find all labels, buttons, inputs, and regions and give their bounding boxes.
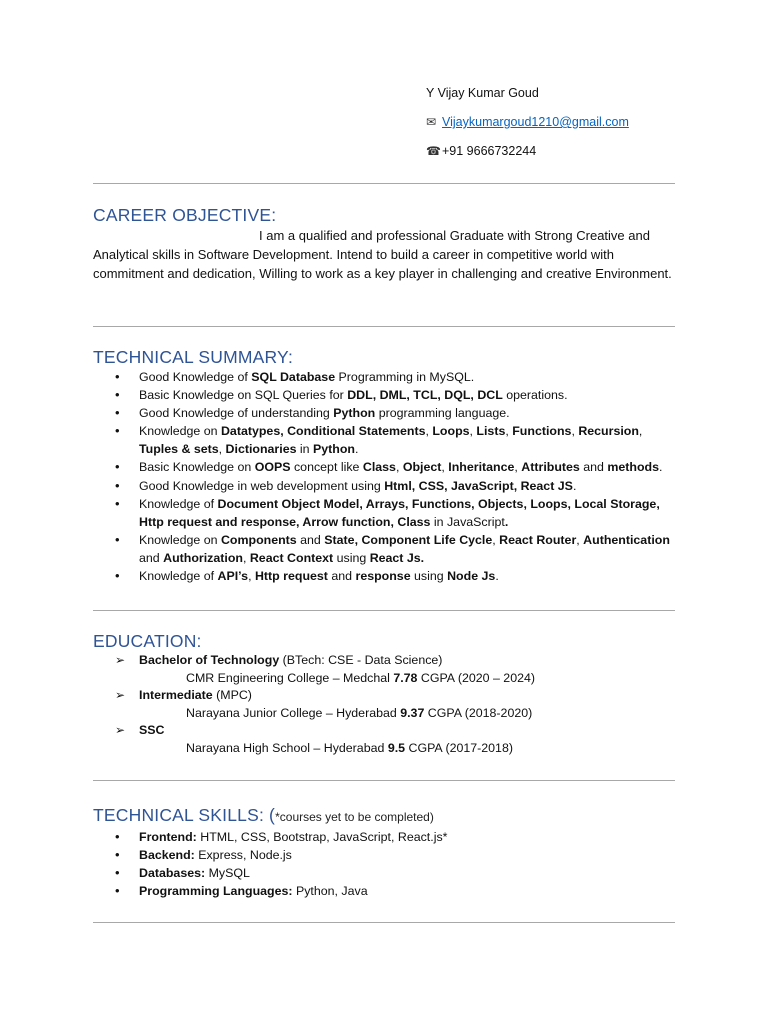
skill-item: • Backend: Express, Node.js [93,846,675,864]
education-institution: CMR Engineering College – Medchal 7.78 CGPA (2020 – 2024) [186,670,535,685]
contact-phone-row [426,144,629,173]
envelope-icon: ✉ [426,115,437,129]
divider [93,183,675,184]
education-list [93,652,675,757]
career-objective-text: I am a qualified and professional Graduate with Strong Creative and Analytical skills in Software Development. Intend to build a career in competitive world with commitment and dedication, Willing to work as a key player in challenging and creative Environment. [93,228,672,282]
education-item: ➢ Bachelor of Technology (BTech: CSE - Data Science) CMR Engineering College – Medchal 7.78 CGPA (2020 – 2024) [93,652,675,687]
summary-item: • Good Knowledge of SQL Database Programming in MySQL. [93,368,675,386]
skill-item: • Programming Languages: Python, Java [93,882,675,900]
technical-summary-list [93,368,675,585]
contact-name: Y Vijay Kumar Goud [426,86,539,100]
technical-skills-section [93,804,675,900]
education-institution: Narayana Junior College – Hyderabad 9.37 CGPA (2018-2020) [186,705,533,720]
education-item: ➢ SSC Narayana High School – Hyderabad 9.5 CGPA (2017-2018) [93,722,675,757]
technical-skills-heading: TECHNICAL SKILLS: (*courses yet to be completed) [93,805,434,825]
education-section [93,630,675,757]
career-objective-section [93,204,675,284]
technical-summary-section [93,346,675,585]
divider [93,780,675,781]
contact-email-row [426,115,629,144]
education-institution: Narayana High School – Hyderabad 9.5 CGPA (2017-2018) [186,740,513,755]
arrow-bullet-icon: ➢ [115,688,126,702]
skills-note: *courses yet to be completed) [275,810,434,824]
skill-item: • Frontend: HTML, CSS, Bootstrap, JavaScript, React.js* [93,828,675,846]
technical-skills-list [93,828,675,900]
summary-item: • Knowledge on Components and State, Component Life Cycle, React Router, Authentication and Authorization, React Context using React Js. [93,531,675,567]
summary-item: • Good Knowledge in web development using Html, CSS, JavaScript, React JS. [93,477,675,495]
skill-item: • Databases: MySQL [93,864,675,882]
summary-item: • Knowledge of API’s, Http request and response using Node Js. [93,567,675,585]
summary-item: • Good Knowledge of understanding Python programming language. [93,404,675,422]
divider [93,610,675,611]
arrow-bullet-icon: ➢ [115,723,126,737]
summary-item: • Knowledge on Datatypes, Conditional Statements, Loops, Lists, Functions, Recursion, Tuples & sets, Dictionaries in Python. [93,422,675,458]
education-heading: EDUCATION: [93,631,202,651]
arrow-bullet-icon: ➢ [115,653,126,667]
email-link[interactable]: Vijaykumargoud1210@gmail.com [442,115,629,129]
contact-block [426,86,629,173]
divider [93,922,675,923]
career-objective-heading: CAREER OBJECTIVE: [93,205,277,225]
summary-item: • Basic Knowledge on SQL Queries for DDL, DML, TCL, DQL, DCL operations. [93,386,675,404]
telephone-icon: ☎ [426,144,441,158]
education-item: ➢ Intermediate (MPC) Narayana Junior College – Hyderabad 9.37 CGPA (2018-2020) [93,687,675,722]
contact-phone: +91 9666732244 [442,144,537,158]
summary-item: • Basic Knowledge on OOPS concept like Class, Object, Inheritance, Attributes and methods. [93,458,675,476]
technical-summary-heading: TECHNICAL SUMMARY: [93,347,294,367]
summary-item: • Knowledge of Document Object Model, Arrays, Functions, Objects, Loops, Local Storage, Http request and response, Arrow function, Class in JavaScript. [93,495,675,531]
divider [93,326,675,327]
